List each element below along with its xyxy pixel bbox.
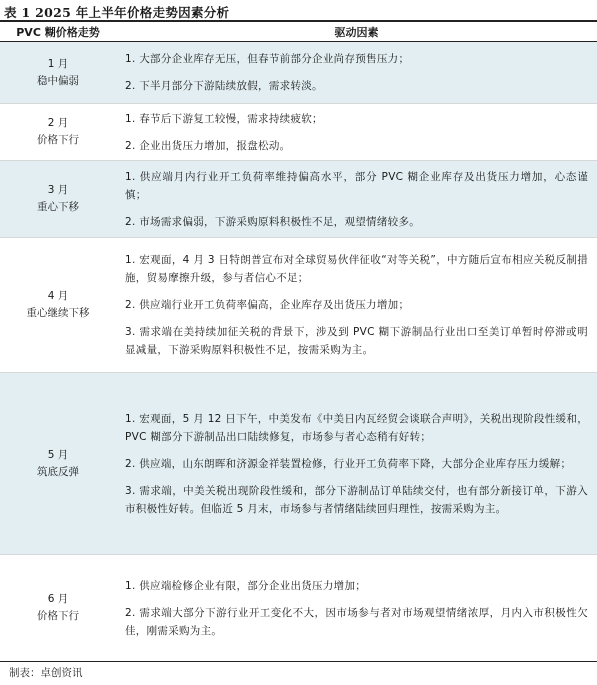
table-source: 制表：卓创资讯 <box>9 667 83 679</box>
driver-item: 2. 市场需求偏弱，下游采购原料积极性不足，观望情绪较多。 <box>125 215 421 228</box>
header-trend: PVC 糊价格走势 <box>0 22 116 42</box>
driver-item: 2. 需求端大部分下游行业开工变化不大，因市场参与者对市场观望情绪浓厚，月内入市积极性欠佳，刚需采购为主。 <box>125 606 588 637</box>
drivers-cell <box>116 42 597 104</box>
month-label: 3 月 <box>47 184 69 196</box>
drivers-cell <box>116 555 597 662</box>
driver-item: 2. 下半月部分下游陆续放假，需求转淡。 <box>125 80 323 92</box>
month-cell <box>0 42 116 104</box>
month-cell <box>0 373 116 555</box>
driver-item: 1. 供应端月内行业开工负荷率维持偏高水平，部分 PVC 糊企业库存及出货压力增加，心态谨慎； <box>125 170 588 201</box>
header-drivers: 驱动因素 <box>116 22 597 42</box>
table-row <box>0 373 597 555</box>
drivers-cell <box>116 373 597 555</box>
table-row <box>0 238 597 373</box>
month-label: 2 月 <box>47 117 69 129</box>
month-label: 6 月 <box>47 593 69 605</box>
month-label: 5 月 <box>47 448 69 461</box>
month-cell <box>0 555 116 662</box>
month-cell <box>0 104 116 161</box>
table-header-row <box>0 22 597 42</box>
month-cell <box>0 161 116 238</box>
price-trend-table <box>0 22 597 662</box>
drivers-cell <box>116 161 597 238</box>
trend-label: 稳中偏弱 <box>37 74 79 87</box>
driver-item: 1. 宏观面，5 月 12 日下午，中美发布《中美日内瓦经贸会谈联合声明》，关税出现阶段性缓和，PVC 糊部分下游制品出口陆续修复，市场参与者心态稍有好转； <box>125 412 588 443</box>
driver-item: 2. 企业出货压力增加，报盘松动。 <box>125 139 291 152</box>
trend-label: 价格下行 <box>37 610 79 622</box>
drivers-cell <box>116 238 597 373</box>
driver-item: 3. 需求端，中美关税出现阶段性缓和，部分下游制品订单陆续交付，也有部分新接订单，下游入市积极性好转。但临近 5 月末，市场参与者情绪陆续回归理性，按需采购为主。 <box>125 484 588 515</box>
driver-item: 2. 供应端，山东朗晖和济源金祥装置检修，行业开工负荷率下降，大部分企业库存压力缓解； <box>125 457 572 470</box>
trend-label: 筑底反弹 <box>37 465 79 478</box>
driver-item: 1. 春节后下游复工较慢，需求持续疲软； <box>125 112 323 125</box>
driver-item: 1. 大部分企业库存无压，但春节前部分企业尚存预售压力； <box>125 53 410 65</box>
driver-item: 1. 宏观面，4 月 3 日特朗普宣布对全球贸易伙伴征收“对等关税”，中方随后宣布相应关税反制措施，贸易摩擦升级，参与者信心不足； <box>125 254 588 284</box>
table-caption: 表 1 2025 年上半年价格走势因素分析 <box>4 5 230 20</box>
trend-label: 重心下移 <box>37 201 79 213</box>
trend-label: 价格下行 <box>37 134 79 146</box>
table-row <box>0 161 597 238</box>
month-cell <box>0 238 116 373</box>
trend-label: 重心继续下移 <box>26 307 90 319</box>
table-row <box>0 42 597 104</box>
driver-item: 2. 供应端行业开工负荷率偏高，企业库存及出货压力增加； <box>125 299 410 311</box>
table-row <box>0 555 597 662</box>
table-row <box>0 104 597 161</box>
month-label: 1 月 <box>47 57 69 70</box>
driver-item: 1. 供应端检修企业有限，部分企业出货压力增加； <box>125 579 367 592</box>
drivers-cell <box>116 104 597 161</box>
month-label: 4 月 <box>47 290 69 302</box>
driver-item: 3. 需求端在美持续加征关税的背景下，涉及到 PVC 糊下游制品行业出口至美订单暂时停滞或明显减量，下游采购原料积极性不足，按需采购为主。 <box>125 326 588 356</box>
table-body <box>0 42 597 662</box>
